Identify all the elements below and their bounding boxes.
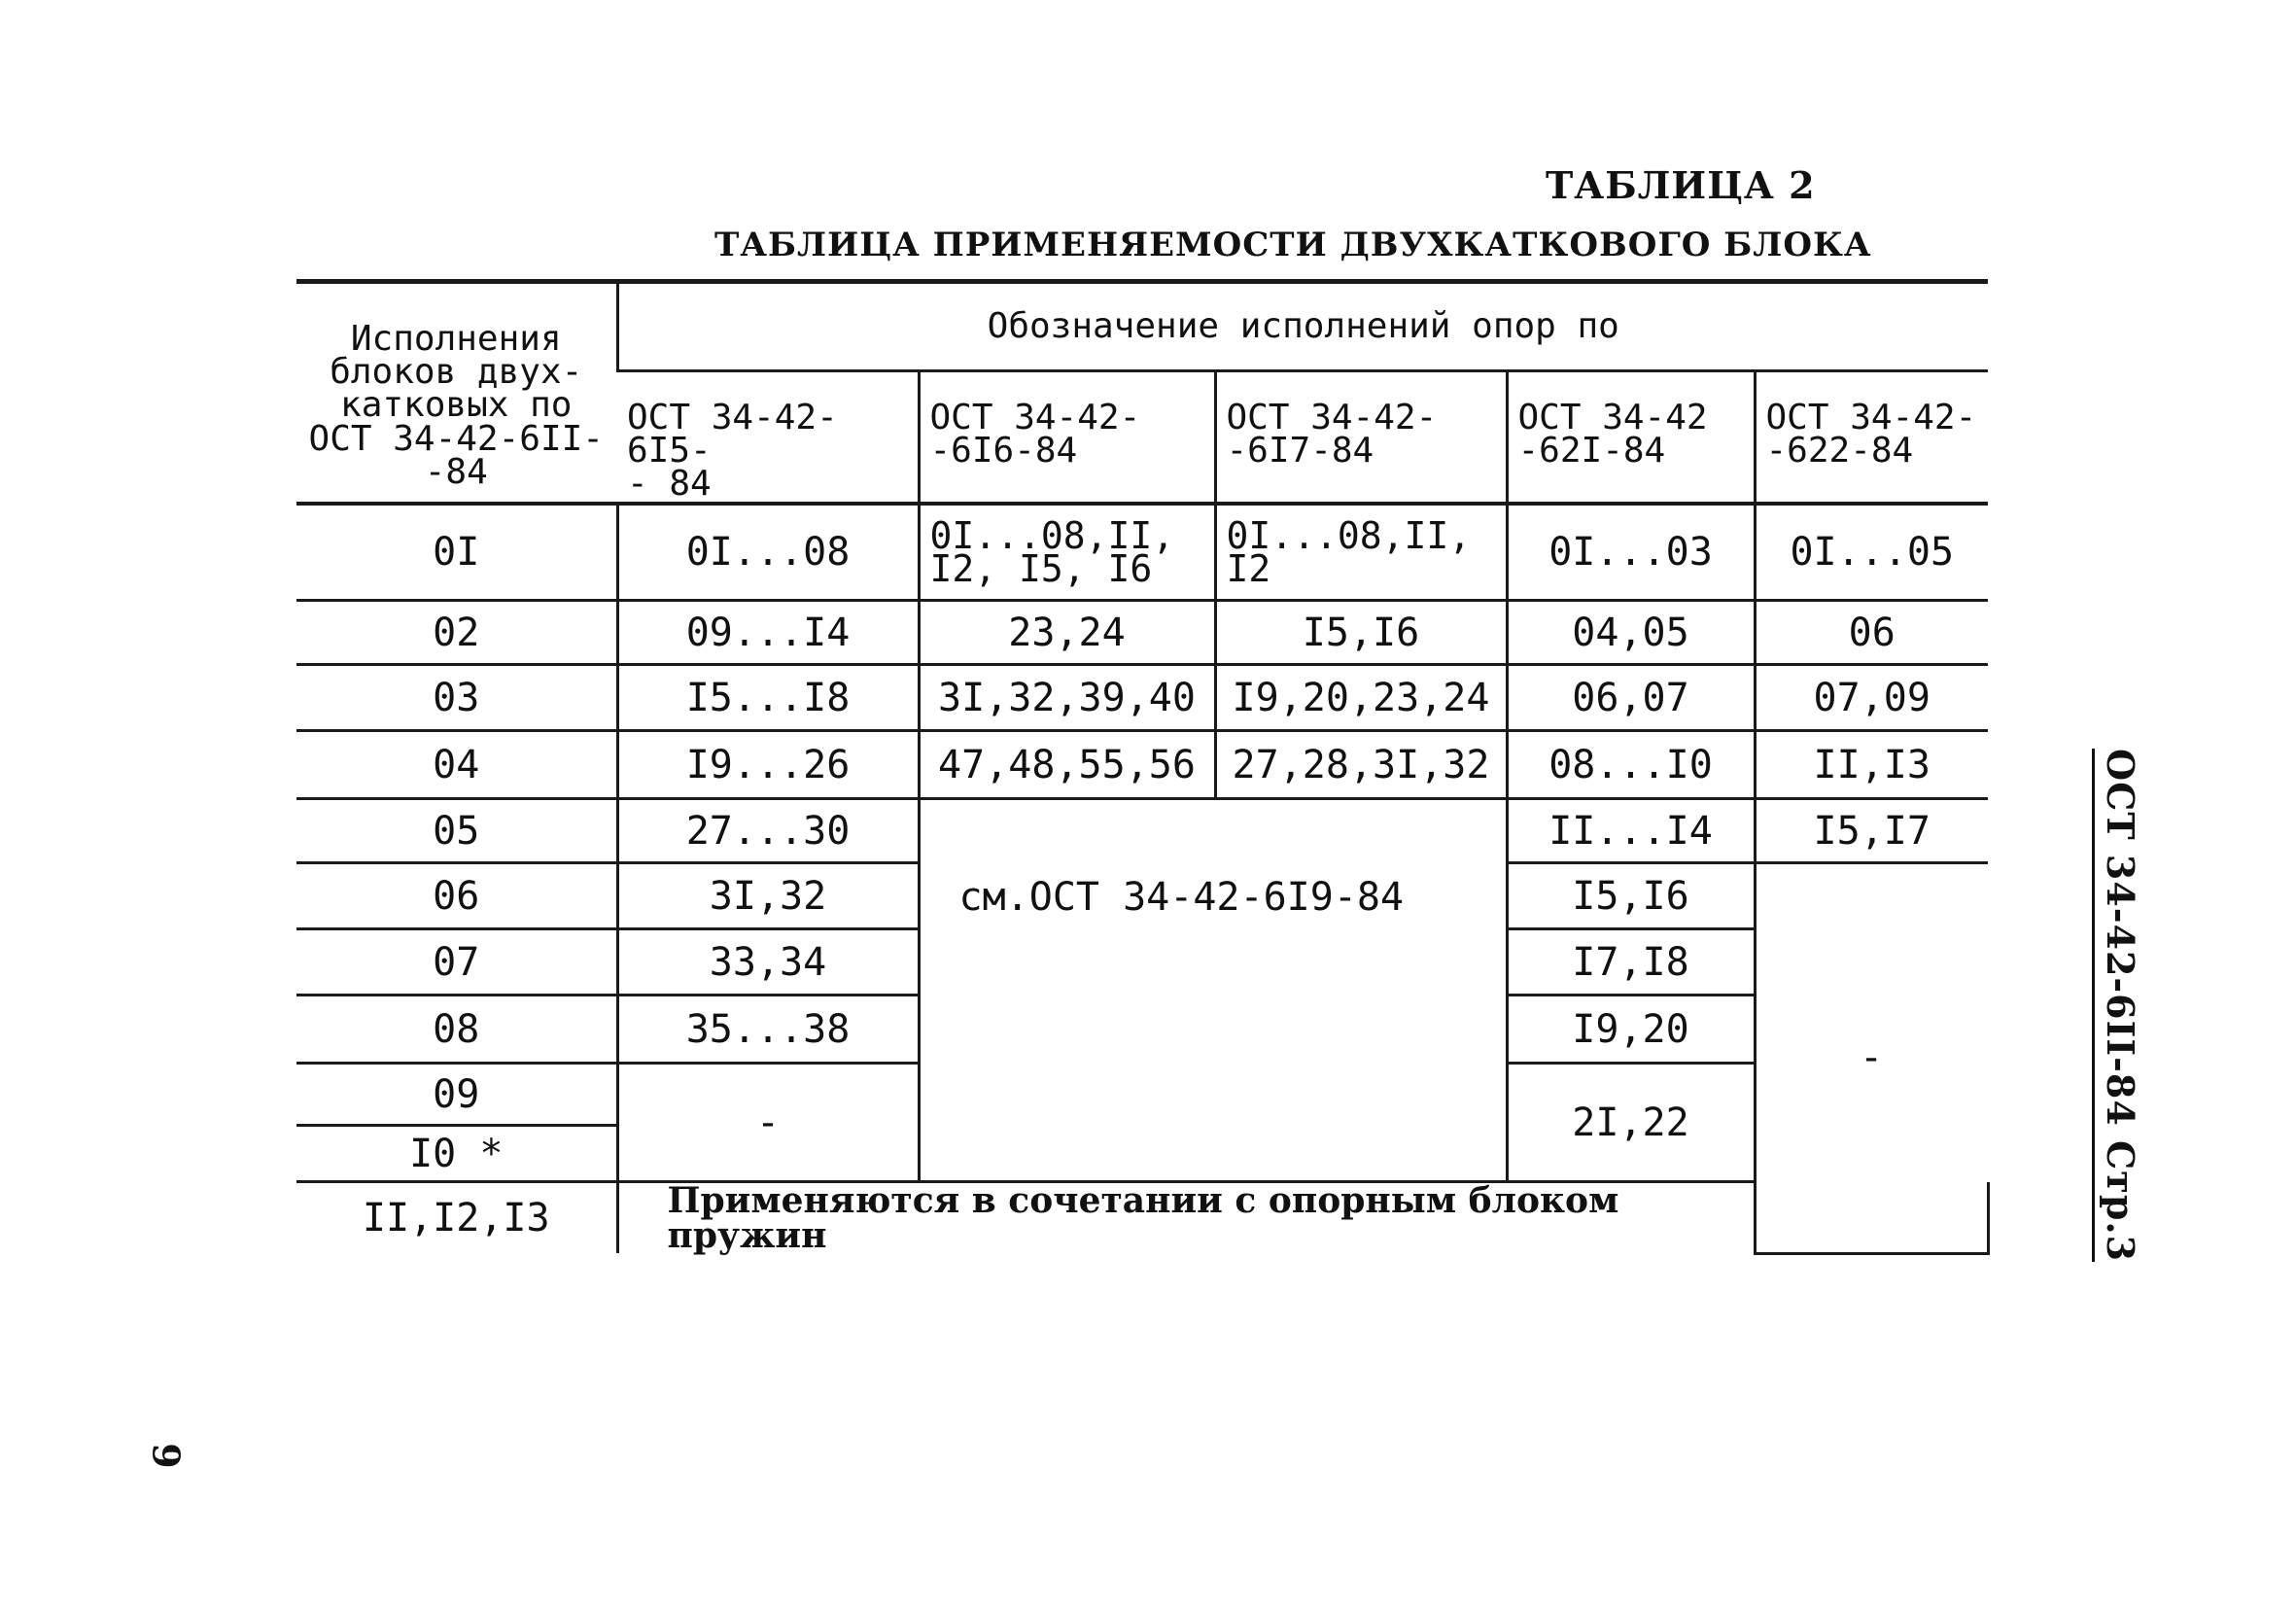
cell-ost-617: 27,28,3I,32 (1215, 731, 1507, 799)
merged-cell-ost-621: 2I,22 (1507, 1064, 1755, 1182)
cell-ost-622: II,I3 (1755, 731, 1988, 799)
header-col-ost-615: ОСТ 34-42-6I5- - 84 (617, 371, 919, 504)
cell-ost-615: 3I,32 (617, 863, 919, 929)
cell-ost-615: 35...38 (617, 996, 919, 1064)
table-title: ТАБЛИЦА ПРИМЕНЯЕМОСТИ ДВУХКАТКОВОГО БЛОКА (714, 226, 1872, 264)
cell-ost-621: 06,07 (1507, 665, 1755, 731)
row-id: 06 (296, 863, 617, 929)
cell-ost-622: 07,09 (1755, 665, 1988, 731)
table-row (296, 731, 1990, 799)
empty-cell (1988, 1182, 1990, 1254)
cell-ost-615: I5...I8 (617, 665, 919, 731)
row-id: 02 (296, 601, 617, 665)
cell-ost-621: I7,I8 (1507, 929, 1755, 996)
merged-dash-ost-615: - (617, 1064, 919, 1182)
row-id: 09 (296, 1064, 617, 1126)
cell-ost-615: 33,34 (617, 929, 919, 996)
cell-ost-617: I5,I6 (1215, 601, 1507, 665)
cell-ost-615: 0I...08 (617, 504, 919, 601)
header-designation-group: Обозначение исполнений опор по (617, 282, 1988, 371)
cell-ost-621: I9,20 (1507, 996, 1755, 1064)
cell-ost-616: 23,24 (919, 601, 1215, 665)
cell-ost-621: 04,05 (1507, 601, 1755, 665)
table-number: ТАБЛИЦА 2 (1546, 163, 1816, 207)
header-col-ost-622: ОСТ 34-42- -622-84 (1755, 371, 1988, 504)
row-id: 04 (296, 731, 617, 799)
row-id: 07 (296, 929, 617, 996)
row-id: 03 (296, 665, 617, 731)
page-number: 9 (144, 1443, 189, 1469)
cell-ost-617: I9,20,23,24 (1215, 665, 1507, 731)
row-id: 05 (296, 799, 617, 863)
cell-ost-615: I9...26 (617, 731, 919, 799)
cell-ost-616: 3I,32,39,40 (919, 665, 1215, 731)
table-row (296, 799, 1990, 863)
cell-ost-622: 06 (1755, 601, 1988, 665)
merged-see-ost-619: см.ОСТ 34-42-6I9-84 (919, 799, 1507, 1182)
header-col-ost-617: ОСТ 34-42- -6I7-84 (1215, 371, 1507, 504)
header-execution-blocks: Исполнения блоков двух- катковых по ОСТ 34-42-6II- -84 (296, 282, 617, 504)
cell-ost-621: I5,I6 (1507, 863, 1755, 929)
cell-ost-615: 27...30 (617, 799, 919, 863)
cell-ost-615: 09...I4 (617, 601, 919, 665)
cell-ost-622: 0I...05 (1755, 504, 1988, 601)
cell-ost-617: 0I...08,II, I2 (1215, 504, 1507, 601)
applicability-table (296, 279, 1990, 1255)
row-id: I0 * (296, 1126, 617, 1182)
table-row (296, 601, 1990, 665)
cell-ost-616: 47,48,55,56 (919, 731, 1215, 799)
table-row (296, 504, 1990, 601)
table-row (296, 665, 1990, 731)
spring-block-note: Применяются в сочетании с опорным блоком пружин (617, 1182, 1755, 1254)
table-row (296, 1182, 1990, 1254)
cell-ost-616: 0I...08,II, I2, I5, I6 (919, 504, 1215, 601)
cell-ost-621: 0I...03 (1507, 504, 1755, 601)
cell-ost-621: 08...I0 (1507, 731, 1755, 799)
merged-dash-ost-622: - (1755, 863, 1988, 1254)
document-stamp: ОСТ 34-42-6II-84 Стр.3 (2092, 749, 2142, 1262)
header-col-ost-621: ОСТ 34-42 -62I-84 (1507, 371, 1755, 504)
row-id: 0I (296, 504, 617, 601)
header-col-ost-616: ОСТ 34-42- -6I6-84 (919, 371, 1215, 504)
cell-ost-622: I5,I7 (1755, 799, 1988, 863)
row-id: 08 (296, 996, 617, 1064)
row-id: II,I2,I3 (362, 1196, 550, 1241)
cell-ost-621: II...I4 (1507, 799, 1755, 863)
